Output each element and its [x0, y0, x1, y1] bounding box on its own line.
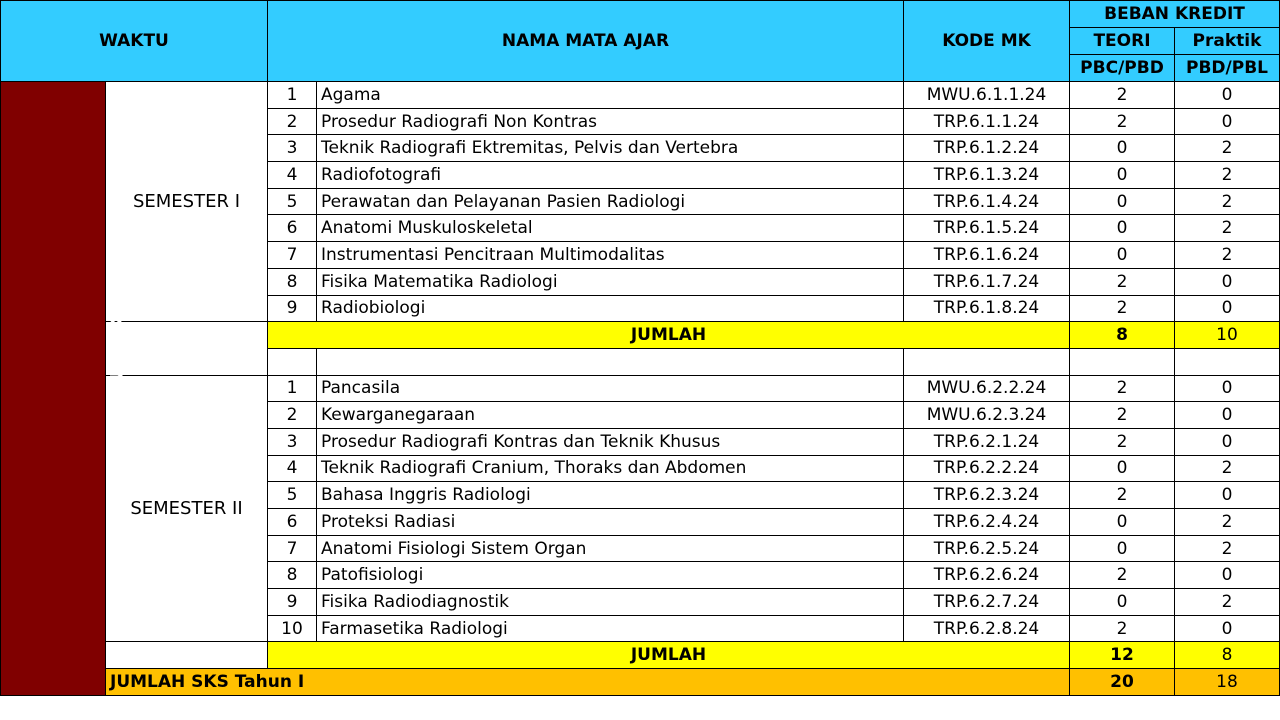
course-praktik: 2 — [1175, 455, 1280, 482]
course-no: 7 — [268, 242, 317, 269]
course-no: 5 — [268, 482, 317, 509]
course-name: Proteksi Radiasi — [317, 509, 904, 536]
header-kode-mk: KODE MK — [904, 1, 1070, 82]
course-teori: 2 — [1070, 482, 1175, 509]
header-praktik: Praktik — [1175, 28, 1280, 55]
course-name: Teknik Radiografi Cranium, Thoraks dan Abdomen — [317, 455, 904, 482]
course-name: Perawatan dan Pelayanan Pasien Radiologi — [317, 188, 904, 215]
semester-2-jumlah-teori: 12 — [1070, 642, 1175, 669]
semester-2-spacer — [106, 642, 268, 669]
blank-cell — [106, 348, 268, 375]
course-no: 4 — [268, 455, 317, 482]
course-code: TRP.6.2.4.24 — [904, 509, 1070, 536]
course-praktik: 2 — [1175, 535, 1280, 562]
course-praktik: 0 — [1175, 268, 1280, 295]
course-name: Instrumentasi Pencitraan Multimodalitas — [317, 242, 904, 269]
course-praktik: 0 — [1175, 428, 1280, 455]
semester-1-label: SEMESTER I — [106, 82, 268, 322]
course-praktik: 0 — [1175, 482, 1280, 509]
course-praktik: 0 — [1175, 108, 1280, 135]
course-no: 8 — [268, 562, 317, 589]
semester-2-jumlah-label: JUMLAH — [268, 642, 1070, 669]
course-name: Bahasa Inggris Radiologi — [317, 482, 904, 509]
course-praktik: 2 — [1175, 188, 1280, 215]
blank-cell — [317, 348, 904, 375]
course-code: TRP.6.2.7.24 — [904, 589, 1070, 616]
course-code: TRP.6.2.8.24 — [904, 615, 1070, 642]
course-code: TRP.6.1.6.24 — [904, 242, 1070, 269]
course-teori: 0 — [1070, 188, 1175, 215]
course-name: Teknik Radiografi Ektremitas, Pelvis dan Vertebra — [317, 135, 904, 162]
course-no: 1 — [268, 375, 317, 402]
course-name: Farmasetika Radiologi — [317, 615, 904, 642]
total-label: JUMLAH SKS Tahun I — [106, 669, 1070, 696]
header-pbd-pbl: PBD/PBL — [1175, 55, 1280, 82]
course-no: 3 — [268, 428, 317, 455]
course-no: 9 — [268, 295, 317, 322]
course-praktik: 2 — [1175, 215, 1280, 242]
course-teori: 2 — [1070, 428, 1175, 455]
blank-cell — [904, 348, 1070, 375]
semester-1-jumlah-teori: 8 — [1070, 322, 1175, 349]
course-teori: 0 — [1070, 589, 1175, 616]
course-teori: 0 — [1070, 162, 1175, 189]
course-name: Anatomi Muskuloskeletal — [317, 215, 904, 242]
course-code: TRP.6.1.3.24 — [904, 162, 1070, 189]
course-code: MWU.6.1.1.24 — [904, 82, 1070, 109]
course-code: TRP.6.1.8.24 — [904, 295, 1070, 322]
course-name: Agama — [317, 82, 904, 109]
course-code: TRP.6.2.2.24 — [904, 455, 1070, 482]
course-code: TRP.6.2.1.24 — [904, 428, 1070, 455]
header-beban-kredit: BEBAN KREDIT — [1070, 1, 1280, 28]
course-name: Fisika Matematika Radiologi — [317, 268, 904, 295]
course-praktik: 0 — [1175, 82, 1280, 109]
course-teori: 0 — [1070, 135, 1175, 162]
phase-label-cell — [1, 82, 128, 696]
course-praktik: 0 — [1175, 375, 1280, 402]
course-no: 10 — [268, 615, 317, 642]
course-code: TRP.6.2.5.24 — [904, 535, 1070, 562]
header-waktu: WAKTU — [1, 1, 268, 82]
course-no: 8 — [268, 268, 317, 295]
course-name: Prosedur Radiografi Non Kontras — [317, 108, 904, 135]
course-teori: 2 — [1070, 375, 1175, 402]
course-no: 6 — [268, 509, 317, 536]
header-teori: TEORI — [1070, 28, 1175, 55]
course-code: MWU.6.2.2.24 — [904, 375, 1070, 402]
semester-1-spacer — [106, 322, 268, 349]
course-praktik: 2 — [1175, 509, 1280, 536]
course-code: TRP.6.2.6.24 — [904, 562, 1070, 589]
course-praktik: 2 — [1175, 589, 1280, 616]
course-no: 2 — [268, 108, 317, 135]
course-no: 1 — [268, 82, 317, 109]
course-name: Patofisiologi — [317, 562, 904, 589]
course-praktik: 0 — [1175, 615, 1280, 642]
semester-2-label: SEMESTER II — [106, 375, 268, 642]
course-praktik: 0 — [1175, 295, 1280, 322]
course-name: Anatomi Fisiologi Sistem Organ — [317, 535, 904, 562]
course-code: TRP.6.1.4.24 — [904, 188, 1070, 215]
course-teori: 2 — [1070, 108, 1175, 135]
course-name: Pancasila — [317, 375, 904, 402]
total-teori: 20 — [1070, 669, 1175, 696]
course-code: TRP.6.1.5.24 — [904, 215, 1070, 242]
course-no: 3 — [268, 135, 317, 162]
course-praktik: 0 — [1175, 402, 1280, 429]
course-name: Radiobiologi — [317, 295, 904, 322]
course-teori: 2 — [1070, 295, 1175, 322]
course-name: Fisika Radiodiagnostik — [317, 589, 904, 616]
course-code: TRP.6.2.3.24 — [904, 482, 1070, 509]
course-no: 4 — [268, 162, 317, 189]
semester-2-jumlah-praktik: 8 — [1175, 642, 1280, 669]
blank-cell — [268, 348, 317, 375]
blank-cell — [1070, 348, 1175, 375]
course-teori: 2 — [1070, 562, 1175, 589]
course-teori: 2 — [1070, 402, 1175, 429]
course-teori: 0 — [1070, 509, 1175, 536]
course-praktik: 2 — [1175, 242, 1280, 269]
course-teori: 2 — [1070, 615, 1175, 642]
course-teori: 2 — [1070, 268, 1175, 295]
course-code: TRP.6.1.7.24 — [904, 268, 1070, 295]
course-no: 6 — [268, 215, 317, 242]
course-teori: 0 — [1070, 242, 1175, 269]
course-teori: 2 — [1070, 82, 1175, 109]
course-name: Prosedur Radiografi Kontras dan Teknik Khusus — [317, 428, 904, 455]
course-code: MWU.6.2.3.24 — [904, 402, 1070, 429]
course-no: 7 — [268, 535, 317, 562]
phase-label: TAHAPAN PENDIDIKAN 1 — [107, 272, 128, 505]
course-code: TRP.6.1.1.24 — [904, 108, 1070, 135]
header-pbc-pbd: PBC/PBD — [1070, 55, 1175, 82]
blank-cell — [1175, 348, 1280, 375]
course-no: 9 — [268, 589, 317, 616]
course-praktik: 2 — [1175, 135, 1280, 162]
course-name: Kewarganegaraan — [317, 402, 904, 429]
course-teori: 0 — [1070, 455, 1175, 482]
header-nama-mata-ajar: NAMA MATA AJAR — [268, 1, 904, 82]
course-no: 2 — [268, 402, 317, 429]
course-teori: 0 — [1070, 215, 1175, 242]
course-praktik: 2 — [1175, 162, 1280, 189]
course-no: 5 — [268, 188, 317, 215]
semester-1-jumlah-label: JUMLAH — [268, 322, 1070, 349]
course-code: TRP.6.1.2.24 — [904, 135, 1070, 162]
course-name: Radiofotografi — [317, 162, 904, 189]
semester-1-jumlah-praktik: 10 — [1175, 322, 1280, 349]
course-teori: 0 — [1070, 535, 1175, 562]
total-praktik: 18 — [1175, 669, 1280, 696]
course-praktik: 0 — [1175, 562, 1280, 589]
